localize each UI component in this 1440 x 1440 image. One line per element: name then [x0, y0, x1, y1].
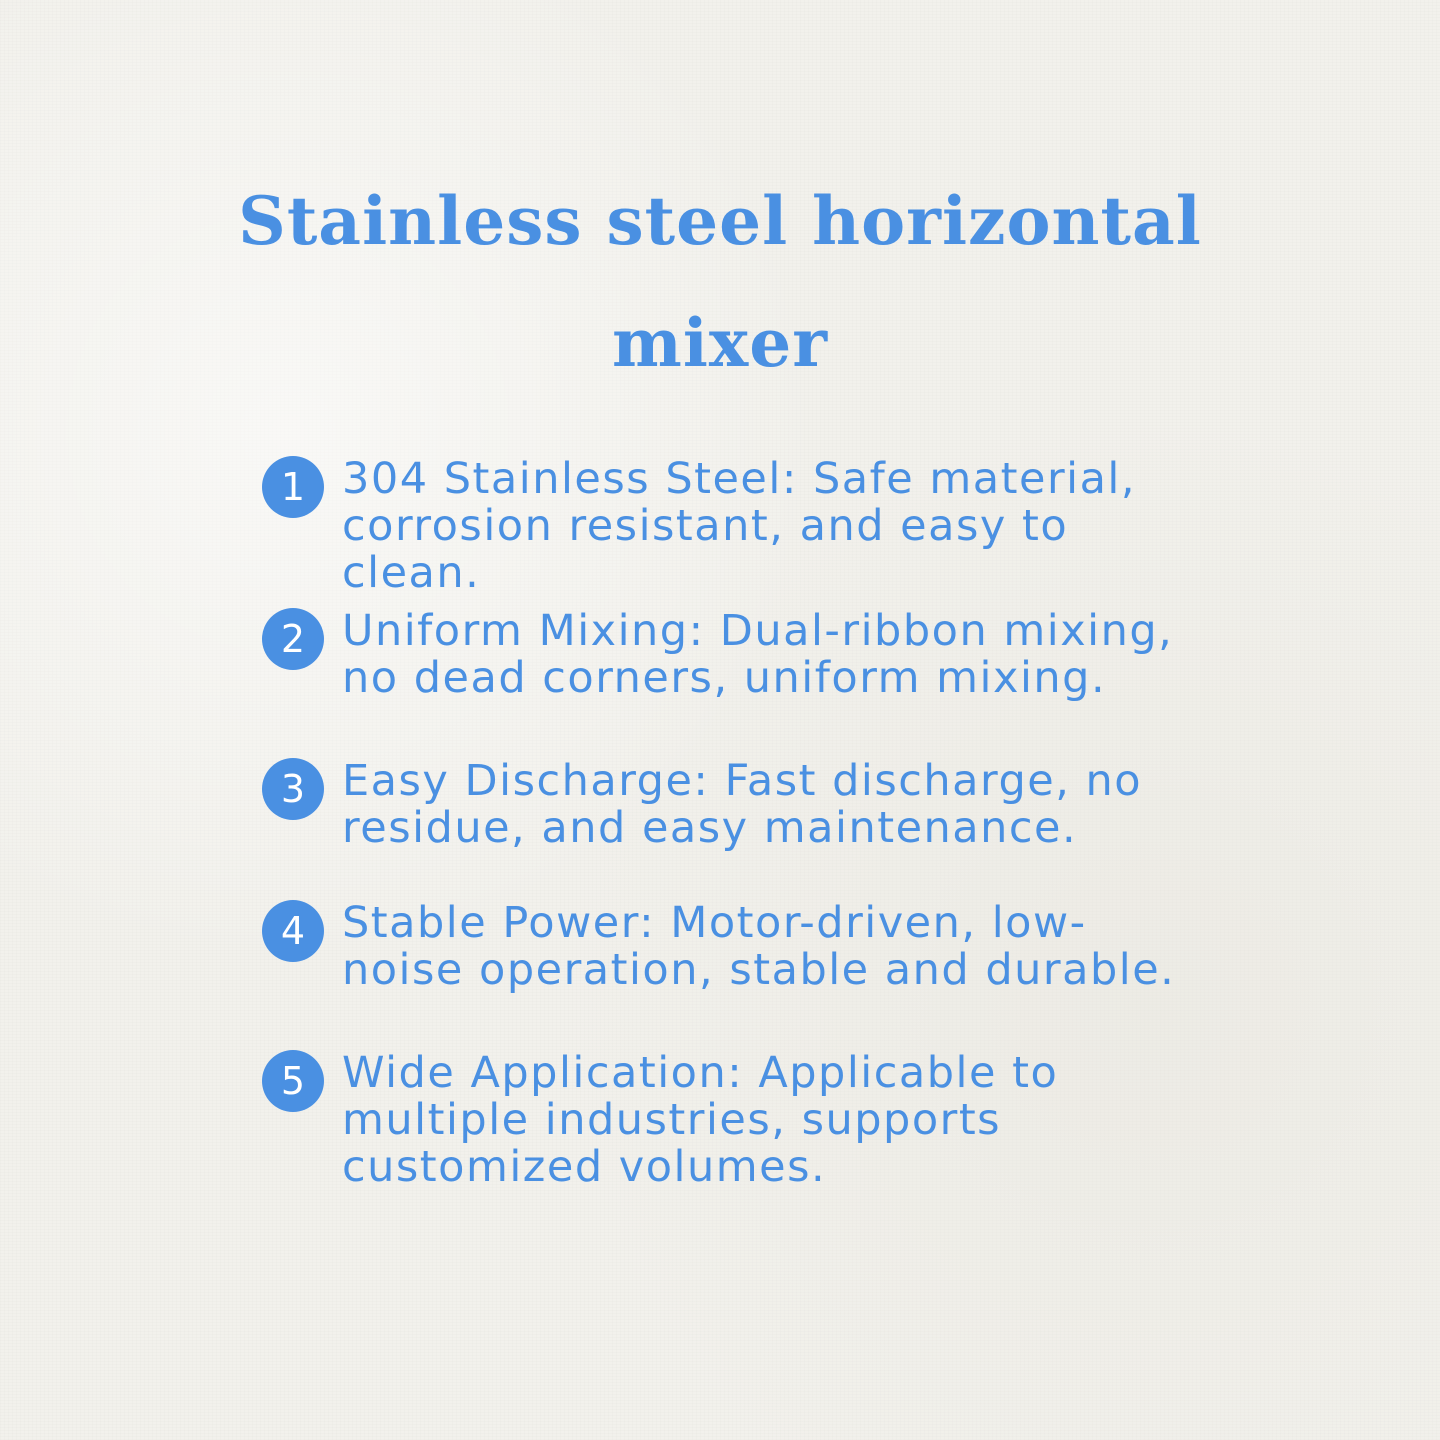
number-3-badge-icon: 3	[262, 758, 324, 820]
feature-text-5: Wide Application: Applicable to multiple industries, supports customized volumes.	[342, 1048, 1059, 1192]
number-1-badge-icon: 1	[262, 456, 324, 518]
feature-text-3: Easy Discharge: Fast discharge, no residue, and easy maintenance.	[342, 756, 1143, 853]
feature-text-4: Stable Power: Motor-driven, low-noise operation, stable and durable.	[342, 898, 1176, 995]
feature-text-1: 304 Stainless Steel: Safe material, corrosion resistant, and easy to clean.	[342, 454, 1137, 598]
number-5-badge-icon: 5	[262, 1050, 324, 1112]
feature-text-2: Uniform Mixing: Dual-ribbon mixing, no dead corners, uniform mixing.	[342, 606, 1174, 703]
page-title: Stainless steel horizontal mixer	[238, 182, 1202, 382]
number-4-badge-icon: 4	[262, 900, 324, 962]
number-2-badge-icon: 2	[262, 608, 324, 670]
